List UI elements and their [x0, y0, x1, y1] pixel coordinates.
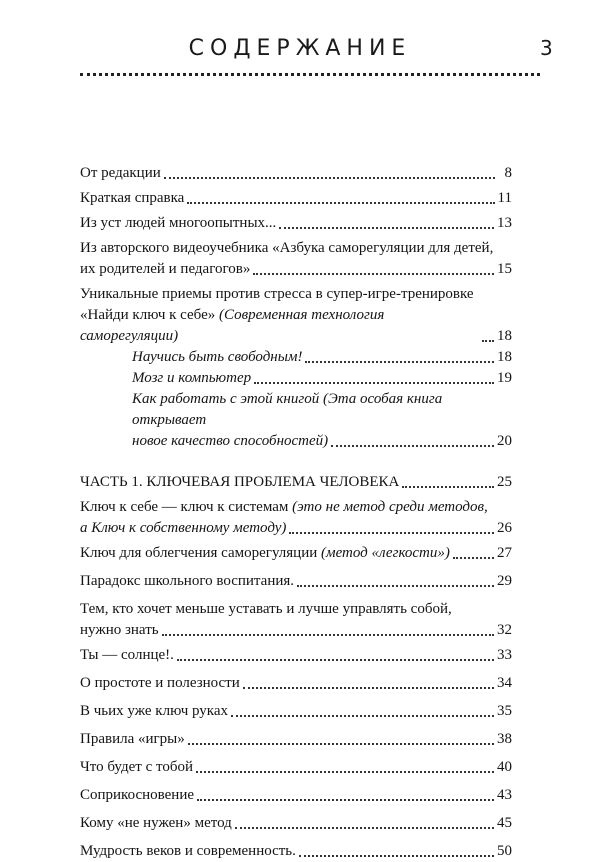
dot-leader [235, 827, 494, 829]
toc-entry-page: 13 [497, 215, 512, 231]
toc-entry-page: 34 [497, 675, 512, 691]
toc-entry-title: Кому «не нужен» метод [80, 815, 232, 831]
toc-entry-page: 19 [497, 370, 512, 386]
toc-entry[interactable] [80, 729, 512, 750]
toc-entry[interactable] [80, 543, 512, 564]
toc-subentry[interactable] [80, 347, 512, 368]
toc-entry-title-line1: Как работать с этой книгой (Эта особая книга открывает [132, 391, 443, 428]
toc-entry-title: В чьих уже ключ руках [80, 703, 229, 719]
toc-entry-title-line2: нужно знать [80, 622, 159, 638]
toc-entry-title: Ключ для облегчения саморегуляции (метод «легкости») [80, 545, 450, 561]
toc-entry-title: Правила «игры» [80, 731, 185, 747]
toc-entry-page: 25 [497, 474, 512, 490]
toc-entry-page: 27 [497, 545, 512, 561]
dot-leader [196, 771, 494, 773]
toc-entry-title: Парадокс школьного воспитания. [80, 573, 295, 589]
dot-leader [231, 715, 494, 717]
toc-entry-title: Ты — солнце!. [80, 647, 174, 663]
header-divider [80, 73, 540, 76]
toc-entry-title: Соприкосновение [80, 787, 195, 803]
toc-entry[interactable] [80, 813, 512, 834]
toc-entry-page: 18 [497, 328, 512, 344]
toc-entry-title-line1: Из авторского видеоучебника «Азбука саморегуляции для детей, [80, 240, 494, 256]
toc-entry-title: ЧАСТЬ 1. КЛЮЧЕВАЯ ПРОБЛЕМА ЧЕЛОВЕКА [80, 474, 400, 490]
toc-entry-page: 8 [504, 165, 512, 181]
toc-entry-page: 43 [497, 787, 512, 803]
toc-part-heading[interactable] [80, 472, 512, 493]
dot-leader [254, 382, 494, 384]
page-title: СОДЕРЖАНИЕ [188, 36, 412, 61]
toc-entry[interactable] [80, 757, 512, 778]
toc-entry-title: Мудрость веков и современность. [80, 843, 296, 859]
toc-entry-page: 26 [497, 520, 512, 536]
toc-entry[interactable] [80, 645, 512, 666]
toc-entry-page: 11 [497, 190, 512, 206]
toc-entry-page: 20 [497, 433, 512, 449]
toc-entry-title-line1: Тем, кто хочет меньше уставать и лучше управлять собой, [80, 601, 452, 617]
toc-subentry[interactable] [80, 389, 512, 452]
dot-leader [177, 659, 494, 661]
table-of-contents [80, 163, 512, 862]
dot-leader [187, 202, 494, 204]
toc-entry[interactable] [80, 841, 512, 862]
toc-entry-page: 50 [497, 843, 512, 859]
toc-entry-title-line2: «Найди ключ к себе» (Современная технология саморегуляции) [80, 307, 385, 344]
toc-entry[interactable] [80, 599, 512, 641]
toc-entry-title-line2: а Ключ к собственному методу) [80, 520, 287, 536]
toc-entry-title: Из уст людей многоопытных... [80, 215, 277, 231]
dot-leader [188, 743, 494, 745]
dot-leader [453, 557, 494, 559]
dot-leader [197, 799, 494, 801]
toc-entry-title: О простоте и полезности [80, 675, 240, 691]
toc-entry[interactable] [80, 284, 512, 347]
toc-entry-title: Что будет с тобой [80, 759, 193, 775]
dot-leader [253, 273, 494, 275]
toc-entry-title: Краткая справка [80, 190, 185, 206]
toc-entry[interactable] [80, 188, 512, 209]
page-number: 3 [540, 36, 553, 60]
toc-entry[interactable] [80, 785, 512, 806]
toc-entry-page: 38 [497, 731, 512, 747]
toc-entry-page: 15 [497, 261, 512, 277]
toc-entry-title: Мозг и компьютер [132, 370, 252, 386]
dot-leader [289, 532, 494, 534]
toc-entry[interactable] [80, 163, 512, 184]
toc-entry-page: 35 [497, 703, 512, 719]
toc-entry-page: 29 [497, 573, 512, 589]
toc-entry[interactable] [80, 701, 512, 722]
toc-subentry[interactable] [80, 368, 512, 389]
toc-entry-title-line2: новое качество способностей) [132, 433, 329, 449]
dot-leader [402, 486, 494, 488]
toc-entry-title: От редакции [80, 165, 161, 181]
toc-entry[interactable] [80, 497, 512, 539]
toc-entry-page: 33 [497, 647, 512, 663]
toc-entry-title: Научись быть свободным! [132, 349, 303, 365]
toc-entry-page: 18 [497, 349, 512, 365]
toc-entry-page: 45 [497, 815, 512, 831]
toc-entry[interactable] [80, 213, 512, 234]
toc-entry-title-line2: их родителей и педагогов» [80, 261, 251, 277]
toc-entry-page: 40 [497, 759, 512, 775]
toc-entry-title-line1: Уникальные приемы против стресса в супер-игре-тренировке [80, 286, 474, 302]
dot-leader [162, 634, 494, 636]
dot-leader [299, 855, 494, 857]
dot-leader [243, 687, 494, 689]
toc-entry[interactable] [80, 238, 512, 280]
dot-leader [482, 340, 494, 342]
toc-entry-title-line1: Ключ к себе — ключ к системам (это не метод среди методов, [80, 499, 488, 515]
toc-entry[interactable] [80, 673, 512, 694]
dot-leader [164, 177, 495, 179]
dot-leader [305, 361, 494, 363]
dot-leader [331, 445, 494, 447]
dot-leader [279, 227, 494, 229]
toc-entry[interactable] [80, 571, 512, 592]
dot-leader [297, 585, 494, 587]
toc-entry-page: 32 [497, 622, 512, 638]
